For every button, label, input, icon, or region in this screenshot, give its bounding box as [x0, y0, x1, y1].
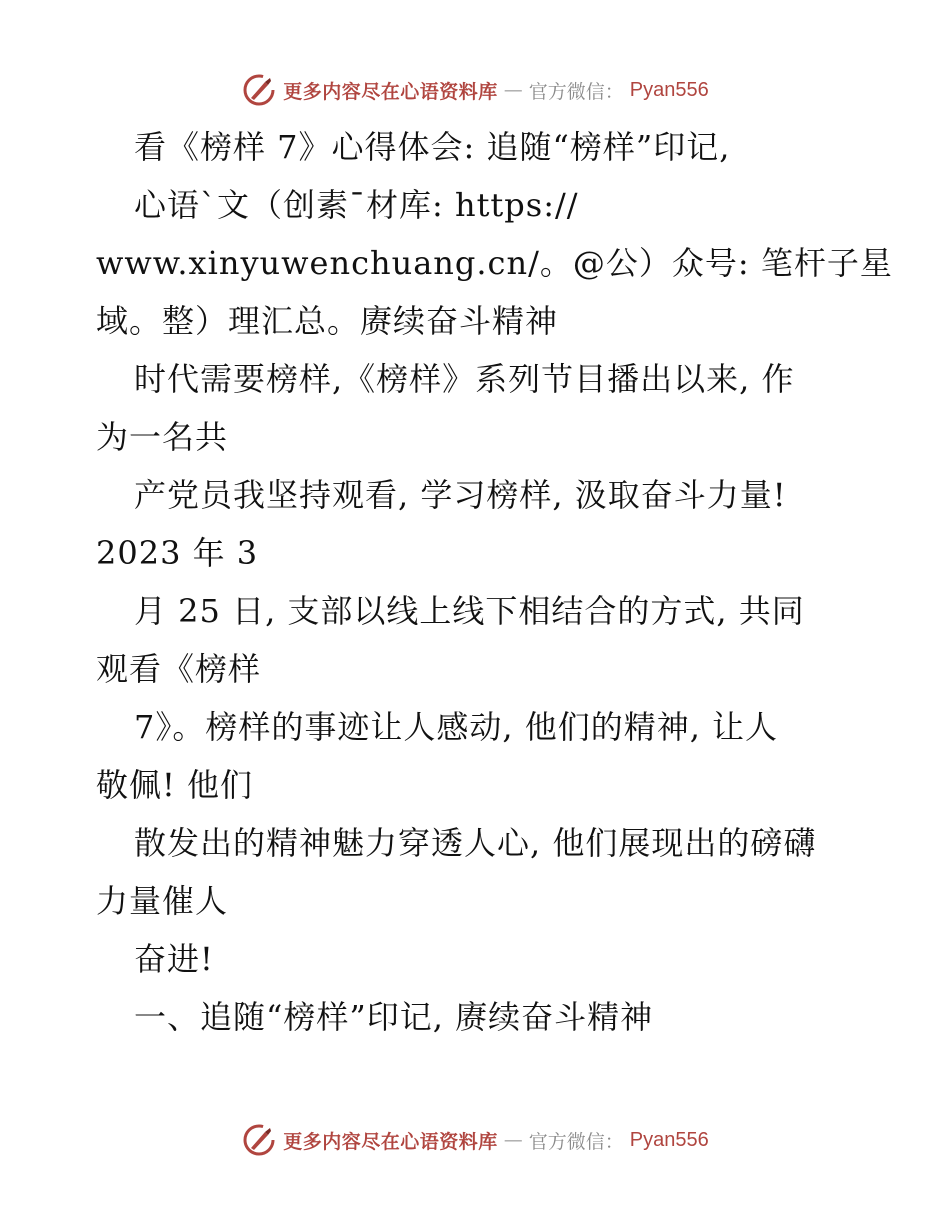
text-line: 为一名共	[96, 418, 229, 456]
text-line: 敬佩! 他们	[96, 766, 254, 804]
text-line: 域。整）理汇总。赓续奋斗精神	[96, 302, 559, 340]
banner-text: 更多内容尽在心语资料库	[283, 1130, 498, 1153]
banner-separator: —	[503, 1129, 523, 1151]
footer-watermark-banner	[0, 1120, 950, 1160]
text-line: 时代需要榜样,《榜样》系列节目播出以来, 作	[134, 360, 795, 398]
text-line: 一、追随“榜样”印记, 赓续奋斗精神	[134, 998, 654, 1036]
header-watermark-banner	[0, 70, 950, 110]
text-line: 心语`文（创素¯材库: https://	[134, 186, 579, 224]
banner-text: 更多内容尽在心语资料库	[283, 80, 498, 103]
banner-wechat-label: 官方微信：	[528, 80, 624, 103]
banner-separator: —	[503, 79, 523, 101]
brush-circle-logo-icon	[241, 1122, 277, 1158]
text-line: 奋进!	[134, 940, 214, 978]
text-line: 观看《榜样	[96, 650, 262, 688]
document-body	[96, 118, 893, 1046]
brush-circle-logo-icon	[241, 72, 277, 108]
text-line: www.xinyuwenchuang.cn/。@公）众号: 笔杆子星	[96, 244, 893, 282]
text-line: 看《榜样 7》心得体会: 追随“榜样”印记,	[134, 128, 731, 166]
text-line: 2023 年 3	[96, 534, 259, 572]
text-line: 产党员我坚持观看, 学习榜样, 汲取奋斗力量!	[134, 476, 787, 514]
text-line: 月 25 日, 支部以线上线下相结合的方式, 共同	[134, 592, 805, 630]
text-line: 7》。榜样的事迹让人感动, 他们的精神, 让人	[134, 708, 779, 746]
banner-wechat-label: 官方微信：	[528, 1130, 624, 1153]
text-line: 力量催人	[96, 882, 229, 920]
banner-wechat-id: Pyan556	[629, 78, 709, 101]
banner-wechat-id: Pyan556	[629, 1128, 709, 1151]
text-line: 散发出的精神魅力穿透人心, 他们展现出的磅礴	[134, 824, 817, 862]
